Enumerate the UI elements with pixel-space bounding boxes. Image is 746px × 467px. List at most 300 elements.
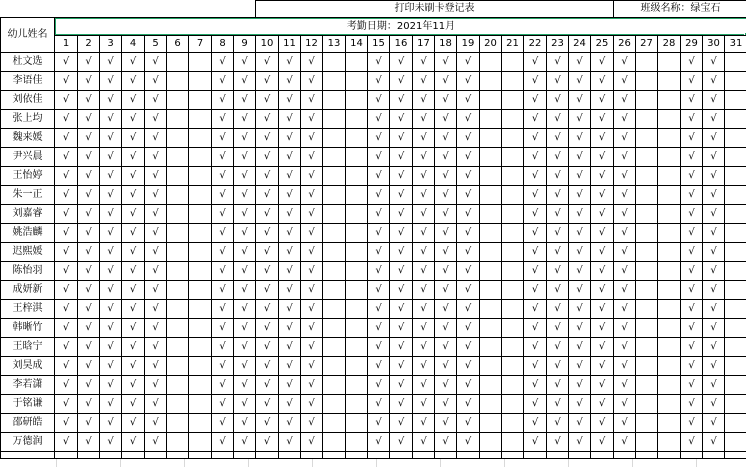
check-mark-cell[interactable]: √: [368, 433, 390, 452]
check-mark-cell[interactable]: √: [122, 129, 145, 148]
empty-day-cell[interactable]: [167, 433, 189, 452]
check-mark-cell[interactable]: √: [457, 186, 480, 205]
day-header-6[interactable]: 6: [167, 36, 189, 53]
check-mark-cell[interactable]: √: [301, 357, 323, 376]
check-mark-cell[interactable]: √: [122, 281, 145, 300]
child-name-cell[interactable]: 尹兴晨: [1, 148, 55, 167]
check-mark-cell[interactable]: √: [390, 319, 413, 338]
check-mark-cell[interactable]: √: [55, 414, 78, 433]
check-mark-cell[interactable]: √: [390, 91, 413, 110]
check-mark-cell[interactable]: √: [100, 186, 122, 205]
check-mark-cell[interactable]: √: [234, 186, 256, 205]
check-mark-cell[interactable]: √: [457, 148, 480, 167]
check-mark-cell[interactable]: √: [145, 186, 167, 205]
check-mark-cell[interactable]: √: [390, 53, 413, 72]
empty-day-cell[interactable]: [167, 338, 189, 357]
empty-cell[interactable]: [457, 452, 480, 459]
check-mark-cell[interactable]: √: [524, 186, 547, 205]
check-mark-cell[interactable]: √: [569, 281, 591, 300]
check-mark-cell[interactable]: √: [703, 91, 725, 110]
check-mark-cell[interactable]: √: [703, 129, 725, 148]
check-mark-cell[interactable]: √: [591, 243, 614, 262]
check-mark-cell[interactable]: √: [100, 148, 122, 167]
check-mark-cell[interactable]: √: [256, 338, 279, 357]
empty-day-cell[interactable]: [167, 224, 189, 243]
empty-day-cell[interactable]: [502, 186, 524, 205]
check-mark-cell[interactable]: √: [390, 262, 413, 281]
check-mark-cell[interactable]: √: [703, 262, 725, 281]
check-mark-cell[interactable]: √: [681, 281, 703, 300]
check-mark-cell[interactable]: √: [78, 224, 100, 243]
check-mark-cell[interactable]: √: [681, 414, 703, 433]
check-mark-cell[interactable]: √: [234, 53, 256, 72]
empty-day-cell[interactable]: [189, 433, 212, 452]
check-mark-cell[interactable]: √: [703, 395, 725, 414]
check-mark-cell[interactable]: √: [591, 281, 614, 300]
check-mark-cell[interactable]: √: [279, 262, 301, 281]
check-mark-cell[interactable]: √: [569, 129, 591, 148]
empty-day-cell[interactable]: [189, 300, 212, 319]
check-mark-cell[interactable]: √: [413, 433, 435, 452]
empty-day-cell[interactable]: [480, 72, 502, 91]
check-mark-cell[interactable]: √: [681, 395, 703, 414]
empty-day-cell[interactable]: [346, 376, 368, 395]
check-mark-cell[interactable]: √: [703, 281, 725, 300]
check-mark-cell[interactable]: √: [78, 148, 100, 167]
day-header-2[interactable]: 2: [78, 36, 100, 53]
empty-day-cell[interactable]: [189, 72, 212, 91]
empty-day-cell[interactable]: [189, 110, 212, 129]
check-mark-cell[interactable]: √: [145, 129, 167, 148]
check-mark-cell[interactable]: √: [55, 243, 78, 262]
empty-cell[interactable]: [636, 452, 658, 459]
check-mark-cell[interactable]: √: [256, 414, 279, 433]
check-mark-cell[interactable]: √: [279, 91, 301, 110]
check-mark-cell[interactable]: √: [55, 148, 78, 167]
check-mark-cell[interactable]: √: [279, 167, 301, 186]
empty-cell[interactable]: [167, 452, 189, 459]
empty-day-cell[interactable]: [725, 357, 746, 376]
check-mark-cell[interactable]: √: [212, 281, 234, 300]
empty-day-cell[interactable]: [167, 167, 189, 186]
check-mark-cell[interactable]: √: [256, 281, 279, 300]
check-mark-cell[interactable]: √: [457, 262, 480, 281]
check-mark-cell[interactable]: √: [279, 243, 301, 262]
empty-day-cell[interactable]: [636, 129, 658, 148]
check-mark-cell[interactable]: √: [547, 357, 569, 376]
check-mark-cell[interactable]: √: [435, 91, 457, 110]
empty-cell[interactable]: [145, 452, 167, 459]
check-mark-cell[interactable]: √: [614, 148, 636, 167]
check-mark-cell[interactable]: √: [457, 110, 480, 129]
check-mark-cell[interactable]: √: [547, 395, 569, 414]
check-mark-cell[interactable]: √: [122, 224, 145, 243]
day-header-21[interactable]: 21: [502, 36, 524, 53]
check-mark-cell[interactable]: √: [78, 376, 100, 395]
empty-day-cell[interactable]: [636, 395, 658, 414]
check-mark-cell[interactable]: √: [256, 186, 279, 205]
check-mark-cell[interactable]: √: [145, 243, 167, 262]
check-mark-cell[interactable]: √: [681, 148, 703, 167]
check-mark-cell[interactable]: √: [614, 300, 636, 319]
check-mark-cell[interactable]: √: [100, 243, 122, 262]
check-mark-cell[interactable]: √: [78, 110, 100, 129]
check-mark-cell[interactable]: √: [55, 281, 78, 300]
check-mark-cell[interactable]: √: [78, 262, 100, 281]
check-mark-cell[interactable]: √: [301, 224, 323, 243]
empty-day-cell[interactable]: [502, 72, 524, 91]
check-mark-cell[interactable]: √: [55, 129, 78, 148]
empty-day-cell[interactable]: [167, 357, 189, 376]
check-mark-cell[interactable]: √: [435, 53, 457, 72]
check-mark-cell[interactable]: √: [524, 243, 547, 262]
check-mark-cell[interactable]: √: [279, 395, 301, 414]
child-name-cell[interactable]: 刘依佳: [1, 91, 55, 110]
empty-day-cell[interactable]: [636, 262, 658, 281]
check-mark-cell[interactable]: √: [145, 148, 167, 167]
check-mark-cell[interactable]: √: [457, 414, 480, 433]
day-header-26[interactable]: 26: [614, 36, 636, 53]
check-mark-cell[interactable]: √: [614, 224, 636, 243]
day-header-28[interactable]: 28: [658, 36, 681, 53]
empty-day-cell[interactable]: [725, 338, 746, 357]
check-mark-cell[interactable]: √: [390, 414, 413, 433]
empty-day-cell[interactable]: [167, 110, 189, 129]
empty-day-cell[interactable]: [725, 167, 746, 186]
empty-day-cell[interactable]: [346, 433, 368, 452]
check-mark-cell[interactable]: √: [301, 72, 323, 91]
check-mark-cell[interactable]: √: [569, 205, 591, 224]
check-mark-cell[interactable]: √: [122, 357, 145, 376]
check-mark-cell[interactable]: √: [547, 243, 569, 262]
check-mark-cell[interactable]: √: [524, 72, 547, 91]
check-mark-cell[interactable]: √: [614, 243, 636, 262]
check-mark-cell[interactable]: √: [100, 110, 122, 129]
check-mark-cell[interactable]: √: [413, 376, 435, 395]
check-mark-cell[interactable]: √: [279, 148, 301, 167]
empty-day-cell[interactable]: [323, 224, 346, 243]
empty-day-cell[interactable]: [636, 376, 658, 395]
empty-day-cell[interactable]: [658, 338, 681, 357]
check-mark-cell[interactable]: √: [547, 129, 569, 148]
check-mark-cell[interactable]: √: [145, 167, 167, 186]
child-name-cell[interactable]: 魏来媛: [1, 129, 55, 148]
check-mark-cell[interactable]: √: [212, 148, 234, 167]
check-mark-cell[interactable]: √: [569, 186, 591, 205]
check-mark-cell[interactable]: √: [591, 262, 614, 281]
check-mark-cell[interactable]: √: [547, 281, 569, 300]
check-mark-cell[interactable]: √: [301, 91, 323, 110]
empty-day-cell[interactable]: [658, 205, 681, 224]
empty-day-cell[interactable]: [189, 395, 212, 414]
check-mark-cell[interactable]: √: [212, 186, 234, 205]
empty-day-cell[interactable]: [658, 91, 681, 110]
empty-day-cell[interactable]: [323, 357, 346, 376]
empty-day-cell[interactable]: [323, 376, 346, 395]
child-name-cell[interactable]: 刘昊成: [1, 357, 55, 376]
check-mark-cell[interactable]: √: [614, 433, 636, 452]
check-mark-cell[interactable]: √: [78, 186, 100, 205]
empty-cell[interactable]: [78, 452, 100, 459]
empty-day-cell[interactable]: [725, 186, 746, 205]
check-mark-cell[interactable]: √: [591, 205, 614, 224]
child-name-cell[interactable]: 姚浩麟: [1, 224, 55, 243]
check-mark-cell[interactable]: √: [547, 414, 569, 433]
check-mark-cell[interactable]: √: [390, 148, 413, 167]
empty-day-cell[interactable]: [480, 148, 502, 167]
check-mark-cell[interactable]: √: [681, 186, 703, 205]
empty-day-cell[interactable]: [346, 53, 368, 72]
check-mark-cell[interactable]: √: [413, 395, 435, 414]
check-mark-cell[interactable]: √: [145, 205, 167, 224]
check-mark-cell[interactable]: √: [569, 319, 591, 338]
day-header-13[interactable]: 13: [323, 36, 346, 53]
check-mark-cell[interactable]: √: [256, 395, 279, 414]
empty-day-cell[interactable]: [502, 414, 524, 433]
empty-day-cell[interactable]: [725, 433, 746, 452]
child-name-cell[interactable]: 张上均: [1, 110, 55, 129]
check-mark-cell[interactable]: √: [413, 167, 435, 186]
check-mark-cell[interactable]: √: [212, 91, 234, 110]
check-mark-cell[interactable]: √: [703, 72, 725, 91]
empty-day-cell[interactable]: [502, 91, 524, 110]
empty-day-cell[interactable]: [636, 205, 658, 224]
day-header-10[interactable]: 10: [256, 36, 279, 53]
check-mark-cell[interactable]: √: [457, 319, 480, 338]
check-mark-cell[interactable]: √: [524, 167, 547, 186]
check-mark-cell[interactable]: √: [55, 205, 78, 224]
child-name-cell[interactable]: 王晗宁: [1, 338, 55, 357]
check-mark-cell[interactable]: √: [413, 281, 435, 300]
empty-day-cell[interactable]: [189, 186, 212, 205]
empty-cell[interactable]: [524, 452, 547, 459]
check-mark-cell[interactable]: √: [547, 110, 569, 129]
empty-cell[interactable]: [658, 452, 681, 459]
check-mark-cell[interactable]: √: [390, 300, 413, 319]
check-mark-cell[interactable]: √: [614, 91, 636, 110]
check-mark-cell[interactable]: √: [100, 167, 122, 186]
check-mark-cell[interactable]: √: [524, 91, 547, 110]
empty-cell[interactable]: [346, 452, 368, 459]
check-mark-cell[interactable]: √: [681, 262, 703, 281]
check-mark-cell[interactable]: √: [390, 338, 413, 357]
day-header-17[interactable]: 17: [413, 36, 435, 53]
check-mark-cell[interactable]: √: [703, 53, 725, 72]
check-mark-cell[interactable]: √: [368, 376, 390, 395]
empty-day-cell[interactable]: [658, 376, 681, 395]
check-mark-cell[interactable]: √: [234, 72, 256, 91]
check-mark-cell[interactable]: √: [301, 148, 323, 167]
check-mark-cell[interactable]: √: [234, 433, 256, 452]
check-mark-cell[interactable]: √: [524, 395, 547, 414]
empty-day-cell[interactable]: [502, 376, 524, 395]
check-mark-cell[interactable]: √: [435, 148, 457, 167]
check-mark-cell[interactable]: √: [256, 357, 279, 376]
check-mark-cell[interactable]: √: [100, 395, 122, 414]
empty-day-cell[interactable]: [346, 395, 368, 414]
check-mark-cell[interactable]: √: [368, 110, 390, 129]
check-mark-cell[interactable]: √: [301, 167, 323, 186]
empty-day-cell[interactable]: [189, 338, 212, 357]
check-mark-cell[interactable]: √: [681, 376, 703, 395]
check-mark-cell[interactable]: √: [457, 357, 480, 376]
empty-day-cell[interactable]: [480, 91, 502, 110]
check-mark-cell[interactable]: √: [145, 395, 167, 414]
check-mark-cell[interactable]: √: [279, 414, 301, 433]
check-mark-cell[interactable]: √: [614, 376, 636, 395]
check-mark-cell[interactable]: √: [234, 300, 256, 319]
check-mark-cell[interactable]: √: [55, 319, 78, 338]
check-mark-cell[interactable]: √: [390, 205, 413, 224]
check-mark-cell[interactable]: √: [122, 72, 145, 91]
check-mark-cell[interactable]: √: [256, 376, 279, 395]
check-mark-cell[interactable]: √: [413, 129, 435, 148]
empty-cell[interactable]: [591, 452, 614, 459]
empty-day-cell[interactable]: [725, 395, 746, 414]
check-mark-cell[interactable]: √: [524, 357, 547, 376]
empty-cell[interactable]: [323, 452, 346, 459]
check-mark-cell[interactable]: √: [301, 205, 323, 224]
check-mark-cell[interactable]: √: [435, 167, 457, 186]
check-mark-cell[interactable]: √: [435, 357, 457, 376]
check-mark-cell[interactable]: √: [212, 167, 234, 186]
check-mark-cell[interactable]: √: [212, 433, 234, 452]
check-mark-cell[interactable]: √: [435, 433, 457, 452]
empty-day-cell[interactable]: [480, 186, 502, 205]
empty-day-cell[interactable]: [346, 224, 368, 243]
check-mark-cell[interactable]: √: [569, 338, 591, 357]
empty-cell[interactable]: [569, 452, 591, 459]
check-mark-cell[interactable]: √: [78, 300, 100, 319]
check-mark-cell[interactable]: √: [212, 129, 234, 148]
check-mark-cell[interactable]: √: [681, 319, 703, 338]
check-mark-cell[interactable]: √: [547, 186, 569, 205]
check-mark-cell[interactable]: √: [256, 72, 279, 91]
child-name-cell[interactable]: 万德润: [1, 433, 55, 452]
empty-day-cell[interactable]: [346, 357, 368, 376]
check-mark-cell[interactable]: √: [435, 281, 457, 300]
empty-day-cell[interactable]: [502, 338, 524, 357]
check-mark-cell[interactable]: √: [55, 433, 78, 452]
class-name-label[interactable]: 班级名称：绿宝石: [614, 1, 746, 18]
check-mark-cell[interactable]: √: [301, 110, 323, 129]
check-mark-cell[interactable]: √: [569, 300, 591, 319]
empty-cell[interactable]: [189, 452, 212, 459]
empty-day-cell[interactable]: [323, 414, 346, 433]
empty-day-cell[interactable]: [636, 186, 658, 205]
empty-day-cell[interactable]: [636, 300, 658, 319]
empty-day-cell[interactable]: [189, 319, 212, 338]
check-mark-cell[interactable]: √: [703, 319, 725, 338]
check-mark-cell[interactable]: √: [390, 357, 413, 376]
check-mark-cell[interactable]: √: [78, 338, 100, 357]
check-mark-cell[interactable]: √: [457, 395, 480, 414]
check-mark-cell[interactable]: √: [681, 72, 703, 91]
check-mark-cell[interactable]: √: [100, 376, 122, 395]
check-mark-cell[interactable]: √: [591, 167, 614, 186]
empty-cell[interactable]: [703, 452, 725, 459]
day-header-15[interactable]: 15: [368, 36, 390, 53]
check-mark-cell[interactable]: √: [547, 319, 569, 338]
check-mark-cell[interactable]: √: [368, 243, 390, 262]
check-mark-cell[interactable]: √: [569, 53, 591, 72]
check-mark-cell[interactable]: √: [681, 91, 703, 110]
empty-day-cell[interactable]: [636, 281, 658, 300]
check-mark-cell[interactable]: √: [457, 243, 480, 262]
empty-day-cell[interactable]: [480, 129, 502, 148]
check-mark-cell[interactable]: √: [234, 281, 256, 300]
empty-day-cell[interactable]: [323, 281, 346, 300]
check-mark-cell[interactable]: √: [591, 395, 614, 414]
empty-day-cell[interactable]: [323, 319, 346, 338]
check-mark-cell[interactable]: √: [256, 110, 279, 129]
check-mark-cell[interactable]: √: [256, 148, 279, 167]
empty-day-cell[interactable]: [323, 129, 346, 148]
check-mark-cell[interactable]: √: [368, 167, 390, 186]
check-mark-cell[interactable]: √: [569, 376, 591, 395]
check-mark-cell[interactable]: √: [78, 395, 100, 414]
empty-day-cell[interactable]: [502, 53, 524, 72]
check-mark-cell[interactable]: √: [100, 224, 122, 243]
empty-day-cell[interactable]: [658, 262, 681, 281]
check-mark-cell[interactable]: √: [413, 205, 435, 224]
check-mark-cell[interactable]: √: [435, 414, 457, 433]
check-mark-cell[interactable]: √: [413, 186, 435, 205]
check-mark-cell[interactable]: √: [457, 338, 480, 357]
empty-day-cell[interactable]: [167, 414, 189, 433]
empty-day-cell[interactable]: [725, 376, 746, 395]
empty-cell[interactable]: [390, 452, 413, 459]
empty-day-cell[interactable]: [189, 376, 212, 395]
check-mark-cell[interactable]: √: [703, 224, 725, 243]
day-header-30[interactable]: 30: [703, 36, 725, 53]
check-mark-cell[interactable]: √: [569, 243, 591, 262]
check-mark-cell[interactable]: √: [122, 395, 145, 414]
check-mark-cell[interactable]: √: [212, 224, 234, 243]
check-mark-cell[interactable]: √: [55, 186, 78, 205]
check-mark-cell[interactable]: √: [145, 319, 167, 338]
check-mark-cell[interactable]: √: [234, 376, 256, 395]
empty-day-cell[interactable]: [167, 300, 189, 319]
check-mark-cell[interactable]: √: [212, 243, 234, 262]
check-mark-cell[interactable]: √: [234, 167, 256, 186]
check-mark-cell[interactable]: √: [234, 338, 256, 357]
check-mark-cell[interactable]: √: [457, 224, 480, 243]
empty-day-cell[interactable]: [636, 319, 658, 338]
empty-day-cell[interactable]: [323, 262, 346, 281]
check-mark-cell[interactable]: √: [212, 110, 234, 129]
empty-day-cell[interactable]: [480, 357, 502, 376]
check-mark-cell[interactable]: √: [100, 129, 122, 148]
check-mark-cell[interactable]: √: [524, 224, 547, 243]
check-mark-cell[interactable]: √: [234, 319, 256, 338]
check-mark-cell[interactable]: √: [145, 91, 167, 110]
check-mark-cell[interactable]: √: [703, 357, 725, 376]
name-column-header[interactable]: 幼儿姓名: [1, 18, 55, 53]
check-mark-cell[interactable]: √: [614, 319, 636, 338]
check-mark-cell[interactable]: √: [390, 224, 413, 243]
day-header-19[interactable]: 19: [457, 36, 480, 53]
check-mark-cell[interactable]: √: [256, 53, 279, 72]
empty-day-cell[interactable]: [346, 338, 368, 357]
day-header-20[interactable]: 20: [480, 36, 502, 53]
check-mark-cell[interactable]: √: [703, 167, 725, 186]
empty-day-cell[interactable]: [480, 167, 502, 186]
check-mark-cell[interactable]: √: [279, 376, 301, 395]
check-mark-cell[interactable]: √: [390, 243, 413, 262]
empty-day-cell[interactable]: [658, 433, 681, 452]
check-mark-cell[interactable]: √: [435, 110, 457, 129]
